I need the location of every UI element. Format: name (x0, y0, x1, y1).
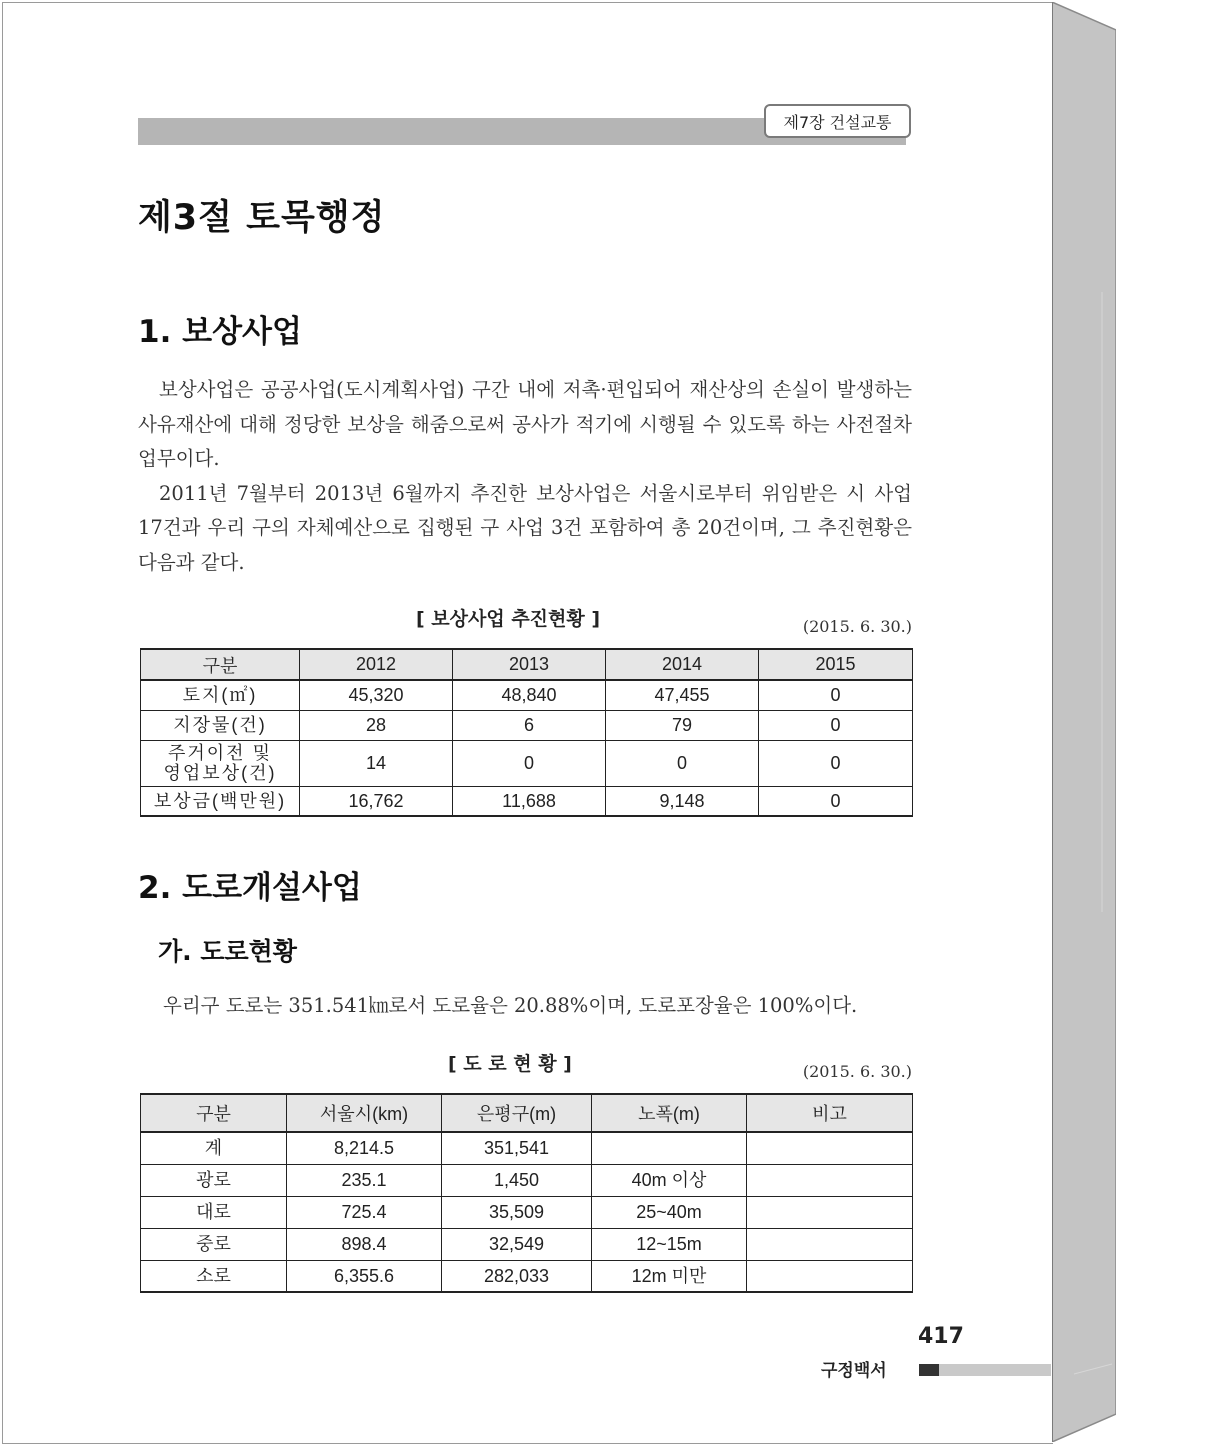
cell: 351,541 (442, 1132, 592, 1164)
row-label: 지장물(건) (141, 710, 300, 740)
table-date: (2015. 6. 30.) (802, 617, 912, 636)
footer-bar-light (939, 1364, 1051, 1376)
footer-bar-dark (919, 1364, 939, 1376)
cell: 0 (759, 740, 913, 786)
row-label: 대로 (141, 1196, 287, 1228)
column-header: 2013 (453, 649, 606, 680)
table-row (141, 740, 913, 786)
row-label: 소로 (141, 1260, 287, 1292)
book-page-edge (1052, 2, 1116, 1442)
column-header: 2012 (300, 649, 453, 680)
table-header-row (141, 649, 913, 680)
cell (592, 1132, 747, 1164)
cell: 0 (759, 710, 913, 740)
table-row (141, 1164, 913, 1196)
table-row (141, 1196, 913, 1228)
road-status-body (138, 989, 912, 1024)
subheading-road-status: 가. 도로현황 (158, 937, 297, 966)
paragraph: 우리구 도로는 351.541㎞로서 도로율은 20.88%이며, 도로포장율은 100%이다. (163, 994, 858, 1017)
row-label: 토지(㎡) (141, 680, 300, 710)
cell: 725.4 (287, 1196, 442, 1228)
cell: 235.1 (287, 1164, 442, 1196)
cell: 47,455 (606, 680, 759, 710)
chapter-tag: 제7장 건설교통 (764, 104, 911, 138)
column-header: 서울시(km) (287, 1094, 442, 1132)
row-label: 광로 (141, 1164, 287, 1196)
cell: 6 (453, 710, 606, 740)
row-label: 계 (141, 1132, 287, 1164)
compensation-body (138, 373, 912, 580)
table-title: [ 도 로 현 황 ] (448, 1053, 572, 1075)
cell: 282,033 (442, 1260, 592, 1292)
heading-road-project: 2. 도로개설사업 (138, 870, 362, 906)
section-title: 제3절 토목행정 (138, 198, 386, 238)
cell: 1,450 (442, 1164, 592, 1196)
column-header: 노폭(m) (592, 1094, 747, 1132)
cell (747, 1164, 913, 1196)
cell (747, 1260, 913, 1292)
table-row (141, 1132, 913, 1164)
row-label: 보상금(백만원) (141, 786, 300, 816)
cell: 25~40m (592, 1196, 747, 1228)
cell: 0 (759, 680, 913, 710)
table-header-row (141, 1094, 913, 1132)
page-number: 417 (918, 1324, 964, 1349)
cell: 0 (453, 740, 606, 786)
row-label-line: 주거이전 및 (168, 743, 272, 763)
cell: 6,355.6 (287, 1260, 442, 1292)
row-label (141, 740, 300, 786)
cell: 898.4 (287, 1228, 442, 1260)
compensation-table (140, 648, 913, 817)
cell: 14 (300, 740, 453, 786)
cell: 28 (300, 710, 453, 740)
cell: 35,509 (442, 1196, 592, 1228)
cell: 12m 미만 (592, 1260, 747, 1292)
table-date: (2015. 6. 30.) (802, 1062, 912, 1081)
column-header: 비고 (747, 1094, 913, 1132)
table-row (141, 710, 913, 740)
table-title: [ 보상사업 추진현황 ] (416, 608, 601, 630)
cell: 45,320 (300, 680, 453, 710)
column-header: 2015 (759, 649, 913, 680)
column-header: 은평구(m) (442, 1094, 592, 1132)
table-row (141, 786, 913, 816)
row-label: 중로 (141, 1228, 287, 1260)
cell: 79 (606, 710, 759, 740)
table-row (141, 1228, 913, 1260)
cell: 11,688 (453, 786, 606, 816)
column-header: 2014 (606, 649, 759, 680)
table-row (141, 1260, 913, 1292)
cell (747, 1228, 913, 1260)
paragraph: 2011년 7월부터 2013년 6월까지 추진한 보상사업은 서울시로부터 위임받은 시 사업 17건과 우리 구의 자체예산으로 집행된 구 사업 3건 포함하여 총 20건이며, 그 추진현황은 다음과 같다. (138, 481, 912, 574)
cell: 9,148 (606, 786, 759, 816)
paragraph: 보상사업은 공공사업(도시계획사업) 구간 내에 저촉·편입되어 재산상의 손실이 발생하는 사유재산에 대해 정당한 보상을 해줌으로써 공사가 적기에 시행될 수 있도록 하는 사전절차 업무이다. (138, 378, 912, 470)
cell: 12~15m (592, 1228, 747, 1260)
row-label-line: 영업보상(건) (163, 763, 277, 783)
cell: 48,840 (453, 680, 606, 710)
column-header: 구분 (141, 649, 300, 680)
book-title: 구정백서 (821, 1361, 887, 1381)
table-row (141, 680, 913, 710)
cell: 16,762 (300, 786, 453, 816)
cell: 0 (759, 786, 913, 816)
cell (747, 1132, 913, 1164)
cell: 0 (606, 740, 759, 786)
cell: 40m 이상 (592, 1164, 747, 1196)
road-status-table (140, 1093, 913, 1293)
cell: 32,549 (442, 1228, 592, 1260)
cell (747, 1196, 913, 1228)
heading-compensation: 1. 보상사업 (138, 314, 302, 350)
cell: 8,214.5 (287, 1132, 442, 1164)
column-header: 구분 (141, 1094, 287, 1132)
